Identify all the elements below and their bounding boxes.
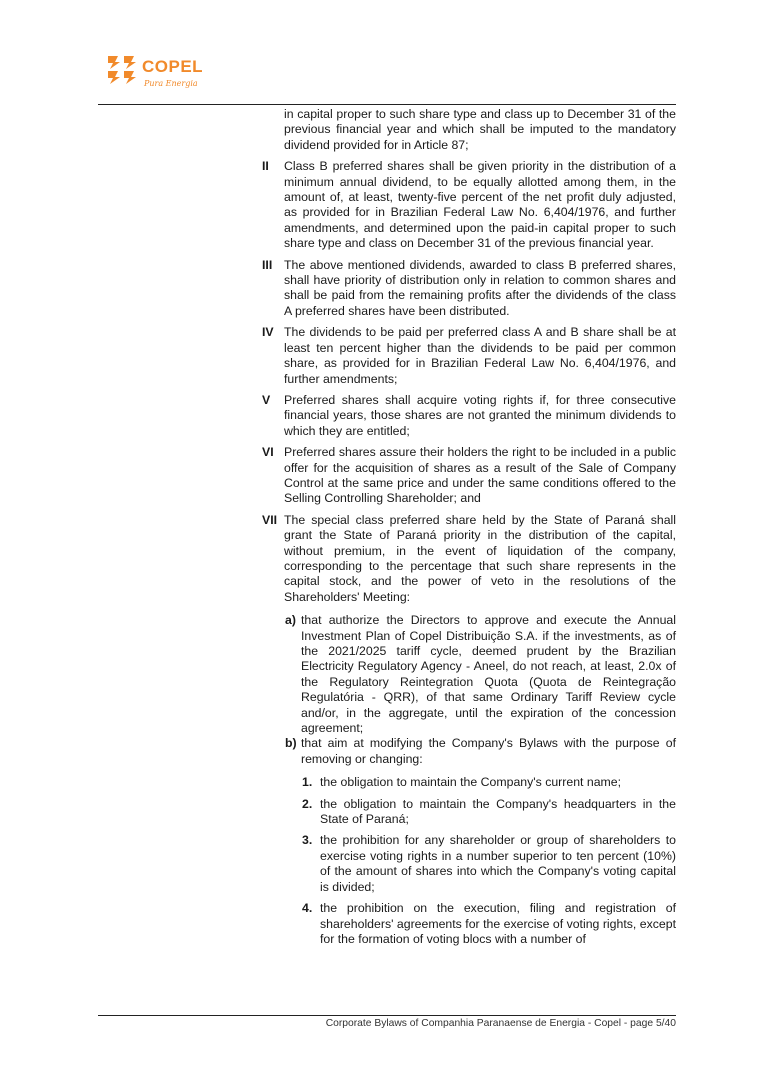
intro-paragraph: in capital proper to such share type and class up to December 31 of the previous financial year and which shall be imputed to the mandatory dividend provided for in Article 87; xyxy=(284,107,676,152)
header-rule xyxy=(98,104,676,105)
numbered-item-number: 4. xyxy=(302,901,313,916)
list-item xyxy=(262,393,676,439)
footer-rule xyxy=(98,1015,676,1016)
item-number: II xyxy=(262,159,269,174)
page-footer: Corporate Bylaws of Companhia Paranaense de Energia - Copel - page 5/40 xyxy=(325,1018,676,1029)
list-item xyxy=(262,258,676,320)
item-number: V xyxy=(262,392,271,407)
sub-item xyxy=(262,736,676,767)
numbered-item xyxy=(262,833,676,895)
item-text: Preferred shares shall acquire voting rights if, for three consecutive financial years, those shares are not granted the minimum dividends to which they are entitled; xyxy=(284,392,676,438)
numbered-item xyxy=(262,775,676,790)
item-number: IV xyxy=(262,325,274,340)
item-text: The dividends to be paid per preferred class A and B share shall be at least ten percent higher than the dividends to be paid per common share, as provided for in Brazilian Federal Law No. 6,404/1976, and further amendments; xyxy=(284,325,676,386)
item-text: The special class preferred share held by the State of Paraná shall grant the State of Paraná priority in the distribution of the capital, without premium, in the event of liquidation of the company, corresponding to the percentage that such share represents in the capital stock, and the power of veto in the resolutions of the Shareholders' Meeting: xyxy=(284,512,676,604)
numbered-item-number: 1. xyxy=(302,775,313,790)
numbered-item-text: the prohibition on the execution, filing and registration of shareholders' agreements for the exercise of voting rights, except for the formation of voting blocs with a number of xyxy=(320,901,676,946)
list-item xyxy=(262,159,676,251)
item-text: Preferred shares assure their holders the right to be included in a public offer for the acquisition of shares as a result of the Sale of Company Control at the same price and under the same conditions offered to the Selling Controlling Shareholder; and xyxy=(284,445,676,506)
numbered-item-text: the obligation to maintain the Company's headquarters in the State of Paraná; xyxy=(320,796,676,827)
sub-item-letter: b) xyxy=(285,736,297,751)
item-number: VI xyxy=(262,445,274,460)
copel-logo xyxy=(106,52,216,96)
sub-item xyxy=(262,613,676,736)
item-text: The above mentioned dividends, awarded to class B preferred shares, shall have priority of distribution only in relation to common shares and shall be paid from the remaining profits after the dividends of the class A preferred shares have been distributed. xyxy=(284,257,676,318)
list-item xyxy=(262,445,676,507)
list-item xyxy=(262,325,676,387)
list-item xyxy=(262,513,676,605)
document-body xyxy=(262,107,676,947)
logo-wordmark: COPEL xyxy=(142,57,204,76)
item-number: VII xyxy=(262,512,278,527)
item-number: III xyxy=(262,257,273,272)
numbered-item-text: the obligation to maintain the Company's current name; xyxy=(320,775,622,790)
logo-tagline: Pura Energia xyxy=(144,79,198,88)
numbered-item xyxy=(262,901,676,947)
copel-logo-icon xyxy=(106,52,140,86)
numbered-item-number: 3. xyxy=(302,833,313,848)
sub-item-text: that authorize the Directors to approve and execute the Annual Investment Plan of Copel Distribuição S.A. if the investments, as of the 2021/2025 tariff cycle, deemed prudent by the Brazilian Electricity Regulatory Agency - Aneel, do not reach, at least, 2.0x of the Regulatory Reintegration Quota (Quota de Reintegração Regulatória - QRR), of that same Ordinary Tariff Review cycle and/or, in the aggregate, until the expiration of the concession agreement; xyxy=(301,613,676,736)
numbered-item-number: 2. xyxy=(302,796,313,811)
sub-item-text: that aim at modifying the Company's Bylaws with the purpose of removing or changing: xyxy=(301,736,676,766)
sub-item-letter: a) xyxy=(285,613,296,628)
numbered-item xyxy=(262,797,676,828)
numbered-item-text: the prohibition for any shareholder or group of shareholders to exercise voting rights in a number superior to ten percent (10%) of the amount of shares into which the Company's voting capital is divided; xyxy=(320,833,676,894)
item-text: Class B preferred shares shall be given priority in the distribution of a minimum annual dividend, to be equally allotted among them, in the amount of, at least, twenty-five percent of the net profit duly adjusted, as provided for in Brazilian Federal Law No. 6,404/1976, and further amendments, and determined upon the paid-in capital proper to such share type and class on December 31 of the previous financial year. xyxy=(284,159,676,251)
